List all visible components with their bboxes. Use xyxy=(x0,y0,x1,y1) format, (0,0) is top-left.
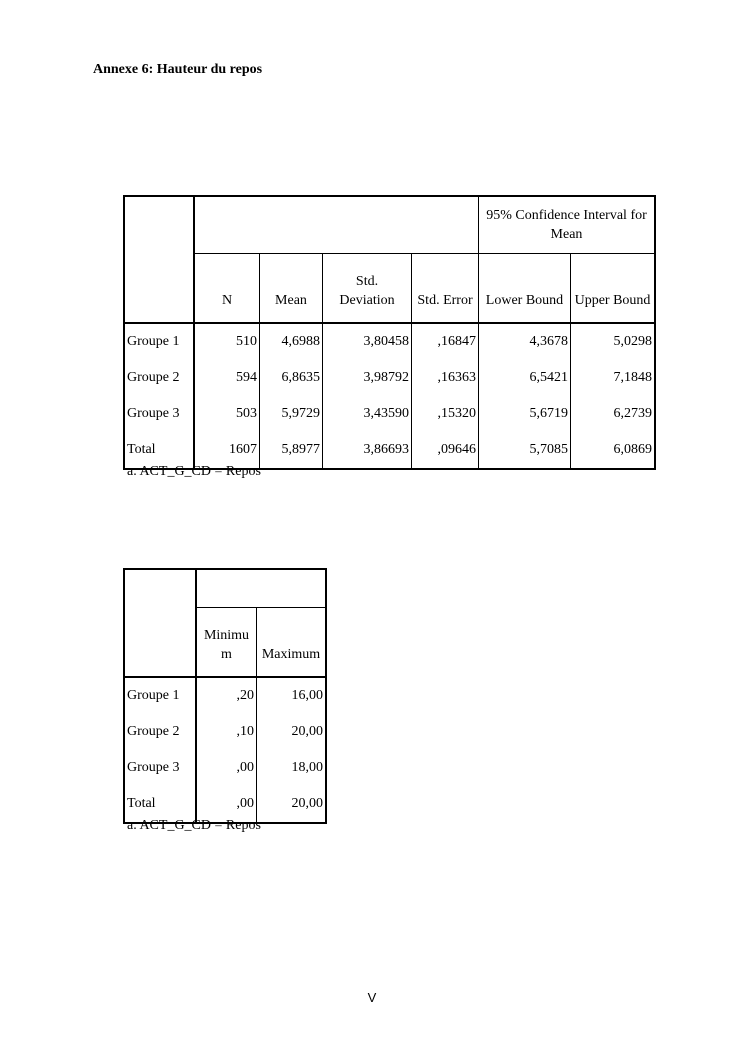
cell-minimum: ,20 xyxy=(196,677,257,714)
cell-maximum: 16,00 xyxy=(257,677,327,714)
ci-group-header: 95% Confidence Interval for Mean xyxy=(479,196,656,254)
cell-std-deviation: 3,80458 xyxy=(323,323,412,360)
col-header-mean: Mean xyxy=(260,254,323,324)
cell-lower-bound: 6,5421 xyxy=(479,360,571,396)
cell-n: 503 xyxy=(194,396,260,432)
table-row xyxy=(124,323,655,360)
cell-maximum: 18,00 xyxy=(257,750,327,786)
cell-lower-bound: 5,7085 xyxy=(479,432,571,469)
row-label: Groupe 1 xyxy=(124,323,194,360)
col-header-std-deviation: Std. Deviation xyxy=(323,254,412,324)
cell-n: 1607 xyxy=(194,432,260,469)
header-blank-cell xyxy=(194,196,479,254)
cell-std-deviation: 3,98792 xyxy=(323,360,412,396)
cell-mean: 4,6988 xyxy=(260,323,323,360)
cell-lower-bound: 4,3678 xyxy=(479,323,571,360)
row-label: Total xyxy=(124,432,194,469)
cell-upper-bound: 7,1848 xyxy=(571,360,656,396)
row-label: Groupe 1 xyxy=(124,677,196,714)
cell-maximum: 20,00 xyxy=(257,786,327,823)
header-row-columns xyxy=(124,254,655,324)
cell-std-error: ,16847 xyxy=(412,323,479,360)
header-row-top xyxy=(124,569,326,608)
corner-cell xyxy=(124,569,196,677)
page-heading: Annexe 6: Hauteur du repos xyxy=(93,62,263,77)
row-label: Groupe 3 xyxy=(124,396,194,432)
corner-cell xyxy=(124,196,194,323)
cell-mean: 5,9729 xyxy=(260,396,323,432)
col-header-minimum: Minimum xyxy=(196,608,257,678)
col-header-maximum: Maximum xyxy=(257,608,327,678)
cell-n: 594 xyxy=(194,360,260,396)
header-blank-cell xyxy=(196,569,326,608)
cell-upper-bound: 5,0298 xyxy=(571,323,656,360)
cell-std-error: ,09646 xyxy=(412,432,479,469)
table-footnote: a. ACT_G_CD = Repos xyxy=(127,464,261,479)
col-header-upper-bound: Upper Bound xyxy=(571,254,656,324)
col-header-lower-bound: Lower Bound xyxy=(479,254,571,324)
cell-maximum: 20,00 xyxy=(257,714,327,750)
row-label: Groupe 2 xyxy=(124,360,194,396)
col-header-std-error: Std. Error xyxy=(412,254,479,324)
cell-n: 510 xyxy=(194,323,260,360)
table-row xyxy=(124,360,655,396)
cell-std-error: ,15320 xyxy=(412,396,479,432)
cell-upper-bound: 6,0869 xyxy=(571,432,656,469)
table-row xyxy=(124,396,655,432)
cell-std-deviation: 3,86693 xyxy=(323,432,412,469)
cell-upper-bound: 6,2739 xyxy=(571,396,656,432)
row-label: Groupe 3 xyxy=(124,750,196,786)
row-label: Total xyxy=(124,786,196,823)
table-row xyxy=(124,714,326,750)
row-label: Groupe 2 xyxy=(124,714,196,750)
descriptives-table xyxy=(123,195,656,470)
table-footnote: a. ACT_G_CD = Repos xyxy=(127,818,261,833)
page-number: V xyxy=(367,990,377,1005)
cell-minimum: ,00 xyxy=(196,786,257,823)
cell-minimum: ,10 xyxy=(196,714,257,750)
cell-mean: 5,8977 xyxy=(260,432,323,469)
cell-lower-bound: 5,6719 xyxy=(479,396,571,432)
table-row xyxy=(124,750,326,786)
cell-std-error: ,16363 xyxy=(412,360,479,396)
header-row-top xyxy=(124,196,655,254)
cell-mean: 6,8635 xyxy=(260,360,323,396)
min-max-table xyxy=(123,568,327,824)
table-row xyxy=(124,677,326,714)
col-header-n: N xyxy=(194,254,260,324)
cell-std-deviation: 3,43590 xyxy=(323,396,412,432)
cell-minimum: ,00 xyxy=(196,750,257,786)
